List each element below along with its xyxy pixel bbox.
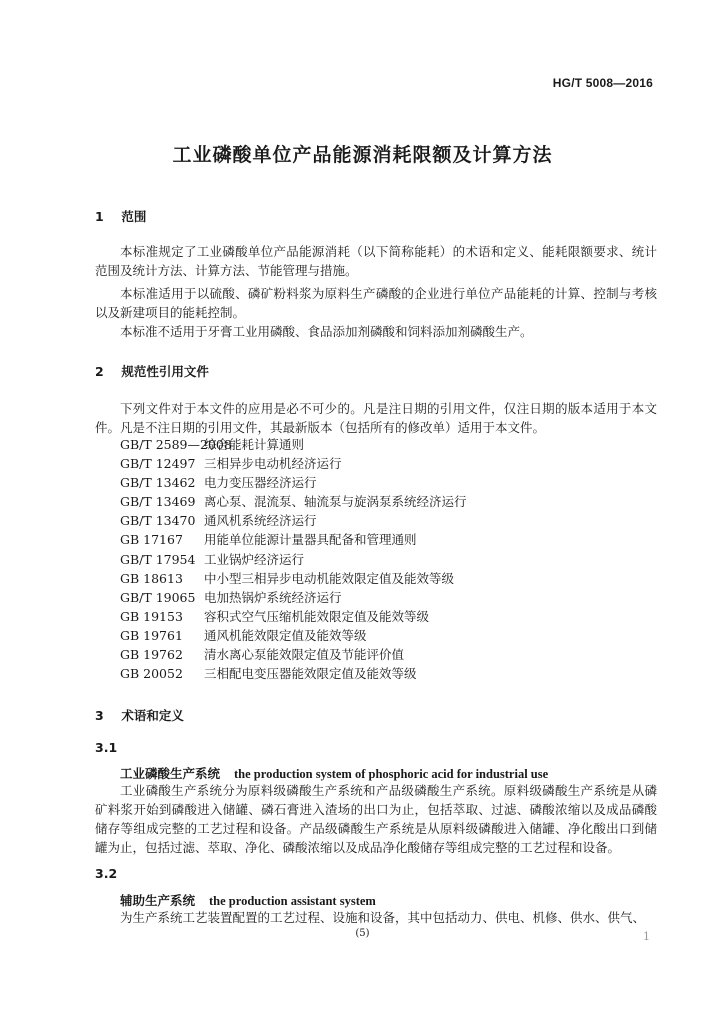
reference-title: 电加热锅炉系统经济运行 [204, 589, 342, 605]
reference-item [120, 454, 467, 473]
section-1-paragraph: 本标准不适用于牙膏工业用磷酸、食品添加剂磷酸和饲料添加剂磷酸生产。 [120, 324, 533, 339]
page-number: (5) [355, 928, 370, 939]
reference-title: 电力变压器经济运行 [204, 475, 317, 491]
reference-code: GB 18613 [120, 570, 183, 586]
reference-code: GB/T 12497 [120, 456, 196, 472]
reference-item [120, 492, 467, 511]
section-number: 1 [95, 209, 104, 224]
reference-code: GB/T 2589—2008 [120, 437, 232, 452]
term-zh: 辅助生产系统 [120, 893, 196, 908]
section-title: 规范性引用文件 [121, 364, 209, 379]
reference-code: GB/T 13470 [120, 513, 196, 529]
section-number: 2 [95, 364, 104, 379]
reference-item [120, 569, 467, 588]
reference-item [120, 550, 467, 569]
reference-title: 离心泵、混流泵、轴流泵与旋涡泵系统经济运行 [204, 494, 467, 510]
reference-title: 工业锅炉经济运行 [204, 551, 305, 567]
reference-code: GB/T 17954 [120, 551, 196, 567]
term-definition: 工业磷酸生产系统分为原料级磷酸生产系统和产品级磷酸生产系统。原料级磷酸生产系统是从磷矿料浆开始到磷酸进入储罐、磷石膏进入渣场的出口为止，包括萃取、过滤、磷酸浓缩以及成品磷酸储存等组成完整的工艺过程和设备。产品级磷酸生产系统是从原料级磷酸进入储罐、净化酸出口到储罐为止，包括过滤、萃取、净化、磷酸浓缩以及成品净化酸储存等组成完整的工艺过程和设备。 [95, 783, 657, 855]
term-zh: 工业磷酸生产系统 [120, 766, 221, 781]
term-heading [120, 891, 376, 909]
reference-item [120, 511, 467, 530]
term-definition: 为生产系统工艺装置配置的工艺过程、设施和设备，其中包括动力、供电、机修、供水、供气、 [120, 910, 646, 925]
reference-title: 中小型三相异步电动机能效限定值及能效等级 [204, 570, 455, 586]
section-2-heading [95, 362, 209, 380]
reference-title: 清水离心泵能效限定值及节能评价值 [204, 647, 405, 663]
reference-title: 三相配电变压器能效限定值及能效等级 [204, 666, 417, 682]
reference-code: GB/T 13469 [120, 494, 196, 510]
reference-code: GB 19762 [120, 647, 183, 663]
section-title: 范围 [121, 209, 147, 224]
section-3-heading [95, 706, 184, 724]
section-1-heading [95, 207, 146, 225]
section-1-paragraph: 本标准适用于以硫酸、磷矿粉料浆为原料生产磷酸的企业进行单位产品能耗的计算、控制与考核以及新建项目的能耗控制。 [95, 286, 657, 320]
term-number: 3.1 [95, 740, 118, 755]
edge-mark: 1 [643, 930, 650, 943]
reference-item [120, 645, 467, 664]
reference-title: 通风机能效限定值及能效等级 [204, 627, 367, 643]
reference-code: GB/T 13462 [120, 475, 196, 491]
standard-code: HG/T 5008—2016 [552, 76, 653, 90]
reference-item [120, 435, 467, 454]
reference-list [120, 435, 467, 683]
term-heading [120, 764, 548, 782]
section-2-intro: 下列文件对于本文件的应用是必不可少的。凡是注日期的引用文件，仅注日期的版本适用于本文件。凡是不注日期的引用文件，其最新版本（包括所有的修改单）适用于本文件。 [95, 401, 657, 435]
reference-code: GB 19761 [120, 627, 183, 643]
reference-item [120, 664, 467, 683]
reference-item [120, 607, 467, 626]
reference-item [120, 530, 467, 549]
term-en: the production system of phosphoric acid for industrial use [234, 767, 549, 781]
reference-code: GB 20052 [120, 666, 183, 682]
reference-item [120, 588, 467, 607]
reference-title: 用能单位能源计量器具配备和管理通则 [204, 532, 417, 548]
section-title: 术语和定义 [121, 708, 184, 723]
reference-title: 三相异步电动机经济运行 [204, 456, 342, 472]
reference-item [120, 473, 467, 492]
reference-code: GB 19153 [120, 608, 183, 624]
reference-title: 综合能耗计算通则 [204, 437, 305, 452]
section-1-paragraph: 本标准规定了工业磷酸单位产品能源消耗（以下简称能耗）的术语和定义、能耗限额要求、统计范围及统计方法、计算方法、节能管理与措施。 [95, 244, 657, 278]
reference-code: GB/T 19065 [120, 589, 196, 605]
document-title: 工业磷酸单位产品能源消耗限额及计算方法 [172, 144, 553, 166]
reference-code: GB 17167 [120, 532, 183, 548]
term-en: the production assistant system [209, 894, 376, 908]
reference-title: 通风机系统经济运行 [204, 513, 317, 529]
reference-title: 容积式空气压缩机能效限定值及能效等级 [204, 608, 430, 624]
reference-item [120, 626, 467, 645]
term-number: 3.2 [95, 866, 118, 881]
section-number: 3 [95, 708, 104, 723]
